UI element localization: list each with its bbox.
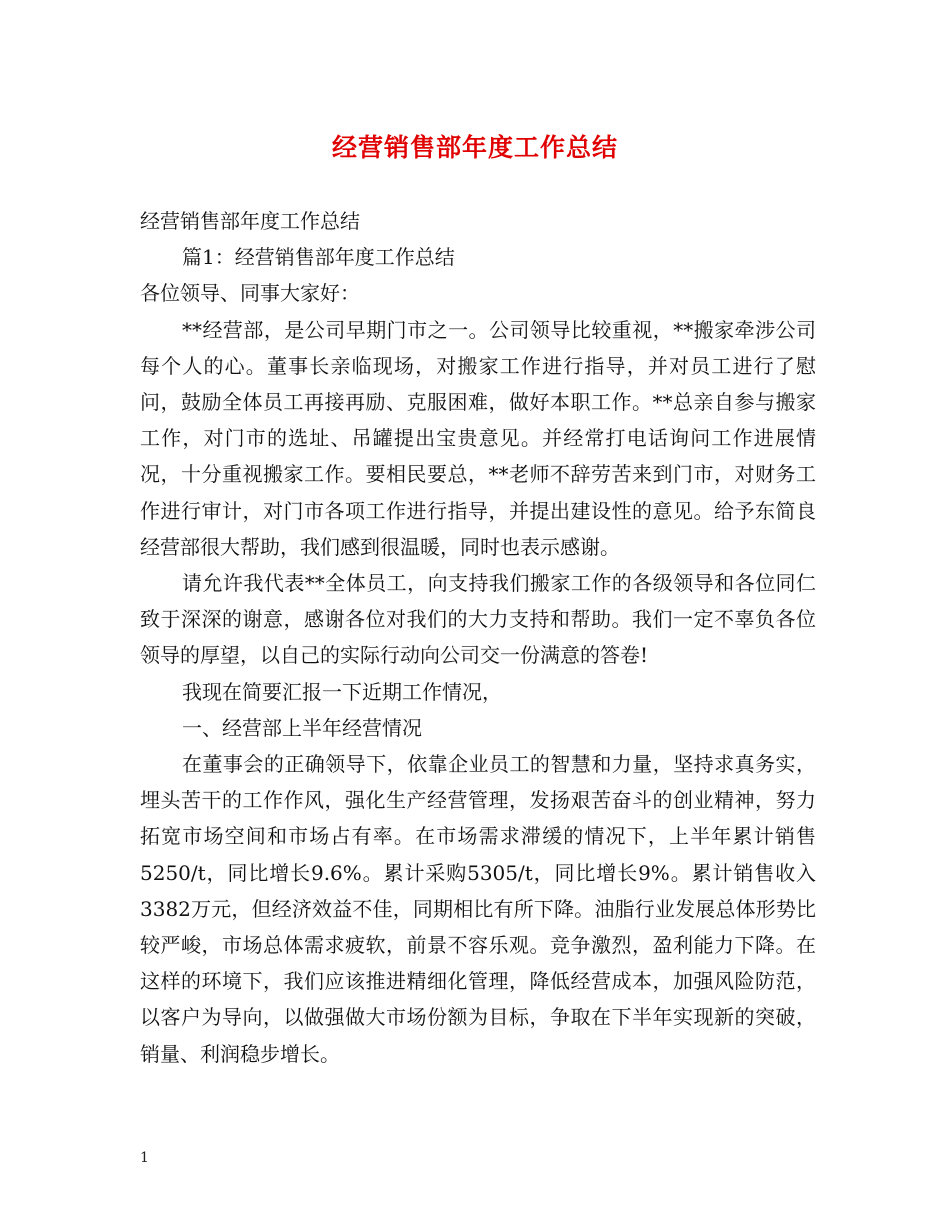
section-title: 篇1：经营销售部年度工作总结	[182, 245, 455, 270]
paragraph-report-intro: 我现在简要汇报一下近期工作情况，	[182, 679, 502, 704]
paragraph-thanks: 请允许我代表**全体员工，向支持我们搬家工作的各级领导和各位同仁致于深深的谢意，感谢各位对我们的大力支持和帮助。我们一定不辜负各位领导的厚望，以自己的实际行动向公司交一份满意的答卷!	[140, 571, 816, 668]
subsection-heading: 一、经营部上半年经营情况	[182, 715, 422, 740]
document-title: 经营销售部年度工作总结	[331, 133, 618, 162]
document-body	[140, 203, 816, 1072]
body-heading: 经营销售部年度工作总结	[140, 209, 360, 233]
paragraph-relocation: **经营部，是公司早期门市之一。公司领导比较重视，**搬家牵涉公司每个人的心。董事长亲临现场，对搬家工作进行指导，并对员工进行了慰问，鼓励全体员工再接再励、克服困难，做好本职工作。**总亲自参与搬家工作，对门市的选址、吊罐提出宝贵意见。并经常打电话询问工作进展情况，十分重视搬家工作。要相民要总，**老师不辞劳苦来到门市，对财务工作进行审计，对门市各项工作进行指导，并提出建设性的意见。给予东简良经营部很大帮助，我们感到很温暖，同时也表示感谢。	[140, 317, 816, 559]
paragraph-performance: 在董事会的正确领导下，依靠企业员工的智慧和力量，坚持求真务实，埋头苦干的工作作风，强化生产经营管理，发扬艰苦奋斗的创业精神，努力拓宽市场空间和市场占有率。在市场需求滞缓的情况下，上半年累计销售5250/t，同比增长9.6%。累计采购5305/t，同比增长9%。累计销售收入3382万元，但经济效益不佳，同期相比有所下降。油脂行业发展总体形势比较严峻，市场总体需求疲软，前景不容乐观。竞争激烈，盈利能力下降。在这样的环境下，我们应该推进精细化管理，降低经营成本，加强风险防范，以客户为导向，以做强做大市场份额为目标，争取在下半年实现新的突破，销量、利润稳步增长。	[140, 752, 816, 1066]
page-number: 1	[140, 1150, 149, 1166]
salutation: 各位领导、同事大家好：	[140, 281, 360, 306]
